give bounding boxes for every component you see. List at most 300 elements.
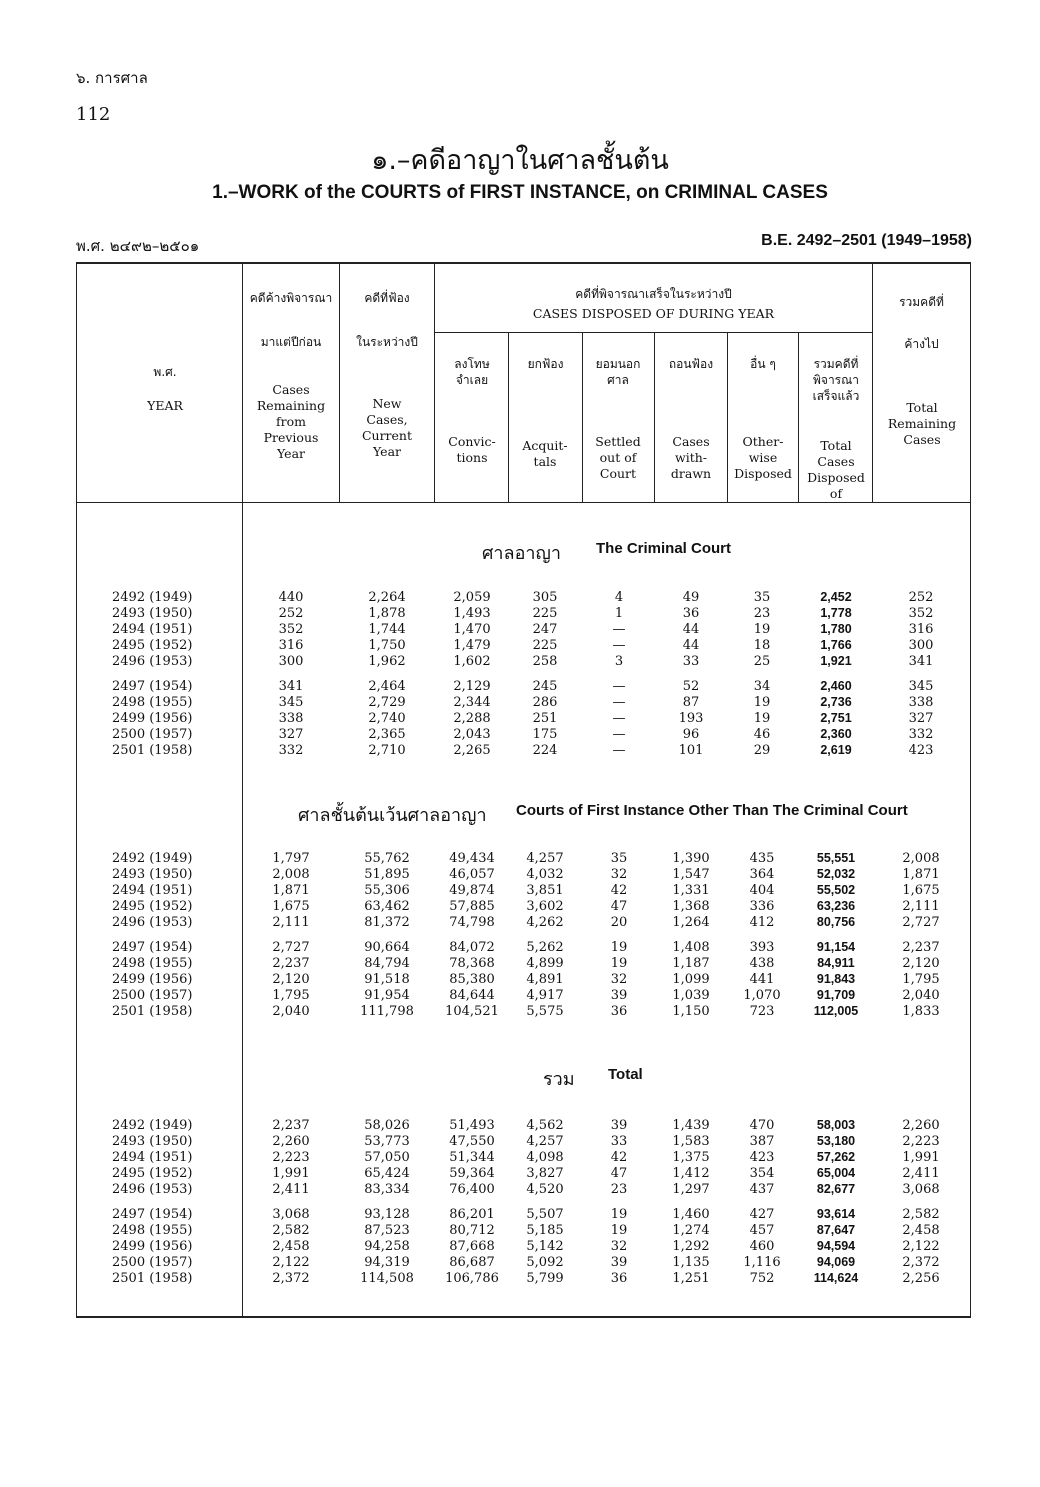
cell-remaining-prev: 1,675 bbox=[272, 899, 310, 915]
cell-withdrawn: 1,412 bbox=[672, 1166, 710, 1182]
cell-settled: 19 bbox=[610, 1206, 628, 1222]
cell-total-disposed: 2,452 bbox=[820, 590, 852, 604]
cell-settled: — bbox=[612, 638, 626, 654]
cell-withdrawn: 1,408 bbox=[672, 939, 710, 955]
section-title-thai: รวม bbox=[543, 1069, 575, 1090]
cell-total-remaining: 2,111 bbox=[902, 899, 940, 915]
cell-withdrawn: 1,297 bbox=[672, 1182, 710, 1198]
cell-convictions: 84,644 bbox=[449, 987, 495, 1003]
cell-remaining-prev: 1,991 bbox=[272, 1166, 310, 1182]
cell-convictions: 1,479 bbox=[453, 638, 491, 654]
header-settled-english: Settled out of Court bbox=[595, 434, 641, 481]
cell-new-cases: 53,773 bbox=[364, 1134, 410, 1150]
cell-total-remaining: 2,582 bbox=[902, 1206, 940, 1222]
cell-remaining-prev: 338 bbox=[278, 710, 304, 726]
cell-total-disposed: 1,780 bbox=[820, 622, 852, 637]
cell-total-remaining: 252 bbox=[908, 590, 934, 605]
cell-remaining-prev: 3,068 bbox=[272, 1206, 310, 1222]
cell-acquittals: 4,262 bbox=[526, 915, 564, 931]
cell-otherwise: 412 bbox=[749, 915, 775, 931]
cell-convictions: 46,057 bbox=[449, 867, 495, 883]
cell-remaining-prev: 2,727 bbox=[272, 939, 310, 955]
cell-acquittals: 5,142 bbox=[526, 1238, 564, 1254]
table-row bbox=[0, 972, 1040, 988]
cell-acquittals: 4,899 bbox=[526, 955, 564, 971]
table-top-rule bbox=[76, 262, 971, 264]
table-row bbox=[0, 940, 1040, 956]
cell-withdrawn: 1,150 bbox=[672, 1003, 710, 1019]
cell-withdrawn: 87 bbox=[682, 694, 700, 710]
cell-total-remaining: 2,256 bbox=[902, 1270, 940, 1286]
cell-settled: 19 bbox=[610, 939, 628, 955]
header-disposed-group-thai: คดีที่พิจารณาเสร็จในระหว่างปี bbox=[575, 287, 732, 301]
cell-convictions: 87,668 bbox=[449, 1238, 495, 1254]
cell-withdrawn: 1,331 bbox=[672, 883, 710, 899]
cell-new-cases: 57,050 bbox=[364, 1150, 410, 1166]
cell-acquittals: 5,799 bbox=[526, 1270, 564, 1286]
cell-year: 2496 (1953) bbox=[112, 654, 193, 670]
cell-new-cases: 1,750 bbox=[368, 638, 406, 654]
cell-otherwise: 18 bbox=[753, 638, 771, 654]
cell-otherwise: 470 bbox=[749, 1118, 775, 1133]
cell-new-cases: 2,464 bbox=[368, 678, 406, 694]
cell-otherwise: 723 bbox=[749, 1003, 775, 1019]
header-total-disposed-english: Total Cases Disposed of bbox=[807, 438, 865, 501]
cell-convictions: 1,602 bbox=[453, 654, 491, 670]
cell-convictions: 104,521 bbox=[445, 1003, 499, 1019]
cell-acquittals: 305 bbox=[532, 590, 558, 605]
cell-total-disposed: 63,236 bbox=[816, 899, 856, 914]
cell-otherwise: 29 bbox=[753, 742, 771, 758]
cell-settled: — bbox=[612, 742, 626, 758]
header-divider-otherwise bbox=[798, 332, 799, 503]
table-row bbox=[0, 1255, 1040, 1271]
cell-settled: 4 bbox=[614, 590, 624, 605]
table-row bbox=[0, 638, 1040, 654]
cell-total-disposed: 112,005 bbox=[813, 1003, 859, 1018]
table-row bbox=[0, 1271, 1040, 1287]
table-row bbox=[0, 679, 1040, 695]
cell-convictions: 2,288 bbox=[453, 710, 491, 726]
cell-total-disposed: 2,751 bbox=[820, 710, 852, 725]
cell-total-disposed: 57,262 bbox=[816, 1150, 856, 1165]
cell-remaining-prev: 2,372 bbox=[272, 1270, 310, 1286]
cell-new-cases: 90,664 bbox=[364, 939, 410, 955]
cell-otherwise: 387 bbox=[749, 1134, 775, 1150]
cell-convictions: 49,434 bbox=[449, 851, 495, 866]
cell-year: 2495 (1952) bbox=[112, 638, 193, 654]
cell-remaining-prev: 352 bbox=[278, 622, 304, 638]
cell-acquittals: 4,098 bbox=[526, 1150, 564, 1166]
cell-withdrawn: 1,135 bbox=[672, 1254, 710, 1270]
cell-remaining-prev: 316 bbox=[278, 638, 304, 654]
cell-otherwise: 437 bbox=[749, 1182, 775, 1198]
cell-withdrawn: 101 bbox=[678, 742, 704, 758]
cell-otherwise: 336 bbox=[749, 899, 775, 915]
cell-withdrawn: 33 bbox=[682, 654, 700, 670]
cell-otherwise: 423 bbox=[749, 1150, 775, 1166]
cell-withdrawn: 1,251 bbox=[672, 1270, 710, 1286]
cell-total-remaining: 2,458 bbox=[902, 1222, 940, 1238]
cell-remaining-prev: 2,111 bbox=[272, 915, 310, 931]
cell-settled: 39 bbox=[610, 987, 628, 1003]
cell-otherwise: 23 bbox=[753, 606, 771, 622]
cell-year: 2492 (1949) bbox=[112, 590, 193, 605]
cell-settled: 42 bbox=[610, 883, 628, 899]
cell-new-cases: 55,306 bbox=[364, 883, 410, 899]
header-new-thai-2: ในระหว่างปี bbox=[356, 335, 418, 349]
table-row bbox=[0, 711, 1040, 727]
cell-new-cases: 84,794 bbox=[364, 955, 410, 971]
cell-new-cases: 58,026 bbox=[364, 1118, 410, 1133]
cell-acquittals: 4,520 bbox=[526, 1182, 564, 1198]
cell-new-cases: 91,518 bbox=[364, 971, 410, 987]
cell-acquittals: 4,891 bbox=[526, 971, 564, 987]
cell-remaining-prev: 2,237 bbox=[272, 955, 310, 971]
cell-convictions: 57,885 bbox=[449, 899, 495, 915]
section-title-thai: ศาลชั้นต้นเว้นศาลอาญา bbox=[298, 805, 487, 826]
cell-withdrawn: 1,390 bbox=[672, 851, 710, 866]
header-remaining-total-thai-2: ค้างไป bbox=[904, 337, 939, 351]
cell-remaining-prev: 2,122 bbox=[272, 1254, 310, 1270]
cell-withdrawn: 44 bbox=[682, 622, 700, 638]
cell-total-disposed: 91,154 bbox=[816, 939, 856, 954]
section-title-english: Courts of First Instance Other Than The Criminal Court bbox=[516, 802, 908, 819]
cell-year: 2493 (1950) bbox=[112, 867, 193, 883]
cell-settled: — bbox=[612, 694, 626, 710]
cell-withdrawn: 1,460 bbox=[672, 1206, 710, 1222]
cell-settled: 32 bbox=[610, 1238, 628, 1254]
cell-settled: 32 bbox=[610, 971, 628, 987]
cell-otherwise: 19 bbox=[753, 710, 771, 726]
cell-total-disposed: 93,614 bbox=[816, 1206, 856, 1221]
cell-convictions: 2,265 bbox=[453, 742, 491, 758]
cell-new-cases: 94,258 bbox=[364, 1238, 410, 1254]
cell-withdrawn: 36 bbox=[682, 606, 700, 622]
cell-acquittals: 224 bbox=[532, 742, 558, 758]
cell-acquittals: 175 bbox=[532, 726, 558, 742]
cell-total-remaining: 2,260 bbox=[902, 1118, 940, 1133]
cell-otherwise: 35 bbox=[753, 590, 771, 605]
cell-convictions: 2,059 bbox=[453, 590, 491, 605]
cell-acquittals: 251 bbox=[532, 710, 558, 726]
cell-total-remaining: 2,223 bbox=[902, 1134, 940, 1150]
cell-convictions: 49,874 bbox=[449, 883, 495, 899]
cell-year: 2497 (1954) bbox=[112, 939, 193, 955]
cell-withdrawn: 1,264 bbox=[672, 915, 710, 931]
header-remaining-thai-2: มาแต่ปีก่อน bbox=[260, 335, 322, 349]
header-year-thai: พ.ศ. bbox=[153, 365, 177, 379]
cell-convictions: 2,043 bbox=[453, 726, 491, 742]
header-withdrawn-thai: ถอนฟ้อง bbox=[668, 357, 714, 371]
cell-remaining-prev: 440 bbox=[278, 590, 304, 605]
cell-settled: 47 bbox=[610, 899, 628, 915]
cell-year: 2499 (1956) bbox=[112, 710, 193, 726]
table-row bbox=[0, 1207, 1040, 1223]
table-row bbox=[0, 606, 1040, 622]
header-divider-acquittals bbox=[582, 332, 583, 503]
cell-total-disposed: 65,004 bbox=[816, 1166, 856, 1181]
header-otherwise-english: Other- wise Disposed bbox=[734, 434, 792, 481]
cell-remaining-prev: 345 bbox=[278, 694, 304, 710]
cell-total-remaining: 2,727 bbox=[902, 915, 940, 931]
cell-otherwise: 364 bbox=[749, 867, 775, 883]
cell-total-disposed: 1,778 bbox=[820, 606, 852, 621]
cell-otherwise: 441 bbox=[749, 971, 775, 987]
cell-withdrawn: 1,039 bbox=[672, 987, 710, 1003]
cell-total-remaining: 2,122 bbox=[902, 1238, 940, 1254]
cell-year: 2493 (1950) bbox=[112, 1134, 193, 1150]
header-year-english: YEAR bbox=[147, 398, 183, 413]
table-title-thai: ๑.–คดีอาญาในศาลชั้นต้น bbox=[371, 145, 669, 176]
cell-total-remaining: 1,833 bbox=[902, 1003, 940, 1019]
cell-new-cases: 87,523 bbox=[364, 1222, 410, 1238]
cell-otherwise: 457 bbox=[749, 1222, 775, 1238]
cell-settled: — bbox=[612, 678, 626, 694]
cell-total-remaining: 300 bbox=[908, 638, 934, 654]
cell-withdrawn: 1,439 bbox=[672, 1118, 710, 1133]
cell-total-disposed: 91,709 bbox=[816, 987, 856, 1002]
cell-remaining-prev: 2,120 bbox=[272, 971, 310, 987]
cell-total-disposed: 1,766 bbox=[820, 638, 852, 653]
cell-year: 2496 (1953) bbox=[112, 915, 193, 931]
cell-remaining-prev: 341 bbox=[278, 678, 304, 694]
cell-acquittals: 4,032 bbox=[526, 867, 564, 883]
cell-year: 2492 (1949) bbox=[112, 851, 193, 866]
cell-convictions: 85,380 bbox=[449, 971, 495, 987]
section-title-english: Total bbox=[608, 1066, 643, 1083]
disposed-group-rule bbox=[434, 332, 872, 333]
cell-settled: 42 bbox=[610, 1150, 628, 1166]
header-bottom-rule bbox=[76, 502, 971, 503]
cell-settled: 36 bbox=[610, 1270, 628, 1286]
cell-total-disposed: 2,360 bbox=[820, 726, 852, 741]
cell-withdrawn: 96 bbox=[682, 726, 700, 742]
table-row bbox=[0, 851, 1040, 867]
table-row bbox=[0, 1150, 1040, 1166]
cell-remaining-prev: 2,040 bbox=[272, 1003, 310, 1019]
cell-otherwise: 46 bbox=[753, 726, 771, 742]
cell-otherwise: 1,070 bbox=[743, 987, 781, 1003]
cell-total-remaining: 2,008 bbox=[902, 851, 940, 866]
cell-settled: 1 bbox=[614, 606, 624, 622]
cell-otherwise: 460 bbox=[749, 1238, 775, 1254]
section-title-thai: ศาลอาญา bbox=[482, 543, 561, 564]
table-row bbox=[0, 1118, 1040, 1134]
cell-year: 2497 (1954) bbox=[112, 1206, 193, 1222]
cell-convictions: 47,550 bbox=[449, 1134, 495, 1150]
period-english: B.E. 2492–2501 (1949–1958) bbox=[761, 232, 972, 249]
cell-total-remaining: 1,991 bbox=[902, 1150, 940, 1166]
cell-acquittals: 3,602 bbox=[526, 899, 564, 915]
cell-total-disposed: 94,069 bbox=[816, 1254, 856, 1269]
cell-acquittals: 3,851 bbox=[526, 883, 564, 899]
table-bottom-rule bbox=[76, 1316, 971, 1318]
table-row bbox=[0, 695, 1040, 711]
cell-new-cases: 94,319 bbox=[364, 1254, 410, 1270]
cell-settled: 3 bbox=[614, 654, 624, 670]
cell-year: 2494 (1951) bbox=[112, 1150, 193, 1166]
header-new-thai-1: คดีที่ฟ้อง bbox=[364, 291, 410, 305]
cell-year: 2498 (1955) bbox=[112, 1222, 193, 1238]
cell-total-remaining: 341 bbox=[908, 654, 934, 670]
cell-acquittals: 4,257 bbox=[526, 851, 564, 866]
cell-acquittals: 4,917 bbox=[526, 987, 564, 1003]
cell-convictions: 76,400 bbox=[449, 1182, 495, 1198]
cell-year: 2499 (1956) bbox=[112, 1238, 193, 1254]
cell-convictions: 86,687 bbox=[449, 1254, 495, 1270]
cell-convictions: 80,712 bbox=[449, 1222, 495, 1238]
cell-convictions: 86,201 bbox=[449, 1206, 495, 1222]
table-row bbox=[0, 590, 1040, 606]
cell-otherwise: 427 bbox=[749, 1206, 775, 1222]
cell-acquittals: 4,562 bbox=[526, 1118, 564, 1133]
table-row bbox=[0, 1004, 1040, 1020]
cell-settled: 19 bbox=[610, 955, 628, 971]
cell-remaining-prev: 1,797 bbox=[272, 851, 310, 866]
cell-total-remaining: 2,040 bbox=[902, 987, 940, 1003]
table-row bbox=[0, 883, 1040, 899]
cell-convictions: 1,493 bbox=[453, 606, 491, 622]
cell-withdrawn: 44 bbox=[682, 638, 700, 654]
cell-remaining-prev: 2,237 bbox=[272, 1118, 310, 1133]
cell-remaining-prev: 327 bbox=[278, 726, 304, 742]
cell-total-disposed: 52,032 bbox=[816, 867, 856, 882]
header-disposed-group-english: CASES DISPOSED OF DURING YEAR bbox=[532, 306, 775, 321]
cell-new-cases: 1,962 bbox=[368, 654, 406, 670]
cell-otherwise: 34 bbox=[753, 678, 771, 694]
cell-total-remaining: 1,795 bbox=[902, 971, 940, 987]
cell-total-remaining: 316 bbox=[908, 622, 934, 638]
cell-remaining-prev: 2,008 bbox=[272, 867, 310, 883]
section-title-english: The Criminal Court bbox=[596, 540, 732, 557]
table-row bbox=[0, 956, 1040, 972]
cell-new-cases: 2,264 bbox=[368, 590, 406, 605]
cell-new-cases: 93,128 bbox=[364, 1206, 410, 1222]
header-new-english: New Cases, Current Year bbox=[361, 396, 413, 459]
cell-total-disposed: 58,003 bbox=[816, 1118, 856, 1132]
cell-remaining-prev: 2,223 bbox=[272, 1150, 310, 1166]
cell-total-disposed: 2,619 bbox=[820, 742, 852, 757]
cell-year: 2501 (1958) bbox=[112, 1003, 193, 1019]
cell-new-cases: 2,365 bbox=[368, 726, 406, 742]
cell-total-remaining: 332 bbox=[908, 726, 934, 742]
cell-new-cases: 2,729 bbox=[368, 694, 406, 710]
cell-total-remaining: 338 bbox=[908, 694, 934, 710]
cell-new-cases: 111,798 bbox=[360, 1003, 414, 1019]
table-row bbox=[0, 1182, 1040, 1198]
cell-acquittals: 5,092 bbox=[526, 1254, 564, 1270]
cell-new-cases: 1,878 bbox=[368, 606, 406, 622]
cell-acquittals: 225 bbox=[532, 638, 558, 654]
cell-acquittals: 4,257 bbox=[526, 1134, 564, 1150]
cell-year: 2494 (1951) bbox=[112, 622, 193, 638]
cell-new-cases: 91,954 bbox=[364, 987, 410, 1003]
cell-total-disposed: 94,594 bbox=[816, 1238, 856, 1253]
table-row bbox=[0, 1239, 1040, 1255]
table-row bbox=[0, 988, 1040, 1004]
cell-withdrawn: 193 bbox=[678, 710, 704, 726]
cell-remaining-prev: 2,458 bbox=[272, 1238, 310, 1254]
cell-settled: 19 bbox=[610, 1222, 628, 1238]
table-row bbox=[0, 622, 1040, 638]
cell-year: 2498 (1955) bbox=[112, 694, 193, 710]
cell-otherwise: 19 bbox=[753, 622, 771, 638]
cell-acquittals: 3,827 bbox=[526, 1166, 564, 1182]
cell-year: 2493 (1950) bbox=[112, 606, 193, 622]
table-row bbox=[0, 899, 1040, 915]
cell-acquittals: 245 bbox=[532, 678, 558, 694]
cell-total-disposed: 2,736 bbox=[820, 694, 852, 709]
cell-total-disposed: 1,921 bbox=[820, 654, 852, 669]
cell-total-disposed: 55,551 bbox=[816, 851, 856, 865]
cell-remaining-prev: 332 bbox=[278, 742, 304, 758]
table-row bbox=[0, 727, 1040, 743]
cell-acquittals: 247 bbox=[532, 622, 558, 638]
cell-otherwise: 435 bbox=[749, 851, 775, 866]
cell-otherwise: 404 bbox=[749, 883, 775, 899]
cell-acquittals: 5,185 bbox=[526, 1222, 564, 1238]
cell-new-cases: 1,744 bbox=[368, 622, 406, 638]
cell-acquittals: 286 bbox=[532, 694, 558, 710]
cell-settled: 36 bbox=[610, 1003, 628, 1019]
cell-total-disposed: 114,624 bbox=[813, 1270, 859, 1285]
cell-total-remaining: 1,675 bbox=[902, 883, 940, 899]
header-convictions-thai: ลงโทษ จำเลย bbox=[454, 357, 490, 387]
table-row bbox=[0, 867, 1040, 883]
cell-total-disposed: 53,180 bbox=[816, 1134, 856, 1149]
cell-settled: 33 bbox=[610, 1134, 628, 1150]
cell-withdrawn: 1,375 bbox=[672, 1150, 710, 1166]
cell-year: 2494 (1951) bbox=[112, 883, 193, 899]
cell-settled: — bbox=[612, 622, 626, 638]
cell-total-remaining: 352 bbox=[908, 606, 934, 622]
cell-convictions: 51,493 bbox=[449, 1118, 495, 1133]
cell-settled: 23 bbox=[610, 1182, 628, 1198]
cell-total-remaining: 1,871 bbox=[902, 867, 940, 883]
cell-year: 2498 (1955) bbox=[112, 955, 193, 971]
page-number: 112 bbox=[76, 104, 111, 125]
cell-acquittals: 5,262 bbox=[526, 939, 564, 955]
header-acquittals-thai: ยกฟ้อง bbox=[527, 357, 564, 371]
header-acquittals-english: Acquit- tals bbox=[522, 438, 568, 469]
cell-remaining-prev: 2,411 bbox=[272, 1182, 310, 1198]
cell-acquittals: 258 bbox=[532, 654, 558, 670]
cell-withdrawn: 1,292 bbox=[672, 1238, 710, 1254]
cell-otherwise: 25 bbox=[753, 654, 771, 670]
cell-settled: — bbox=[612, 710, 626, 726]
cell-year: 2501 (1958) bbox=[112, 742, 193, 758]
cell-settled: 39 bbox=[610, 1254, 628, 1270]
cell-year: 2501 (1958) bbox=[112, 1270, 193, 1286]
cell-withdrawn: 1,547 bbox=[672, 867, 710, 883]
cell-otherwise: 393 bbox=[749, 939, 775, 955]
cell-convictions: 78,368 bbox=[449, 955, 495, 971]
cell-new-cases: 83,334 bbox=[364, 1182, 410, 1198]
cell-total-disposed: 87,647 bbox=[816, 1222, 856, 1237]
cell-year: 2492 (1949) bbox=[112, 1118, 193, 1133]
cell-convictions: 74,798 bbox=[449, 915, 495, 931]
cell-remaining-prev: 1,871 bbox=[272, 883, 310, 899]
cell-new-cases: 51,895 bbox=[364, 867, 410, 883]
cell-new-cases: 63,462 bbox=[364, 899, 410, 915]
cell-year: 2496 (1953) bbox=[112, 1182, 193, 1198]
cell-total-remaining: 2,120 bbox=[902, 955, 940, 971]
cell-withdrawn: 1,368 bbox=[672, 899, 710, 915]
cell-settled: 39 bbox=[610, 1118, 628, 1133]
cell-total-remaining: 2,411 bbox=[902, 1166, 940, 1182]
cell-acquittals: 5,575 bbox=[526, 1003, 564, 1019]
